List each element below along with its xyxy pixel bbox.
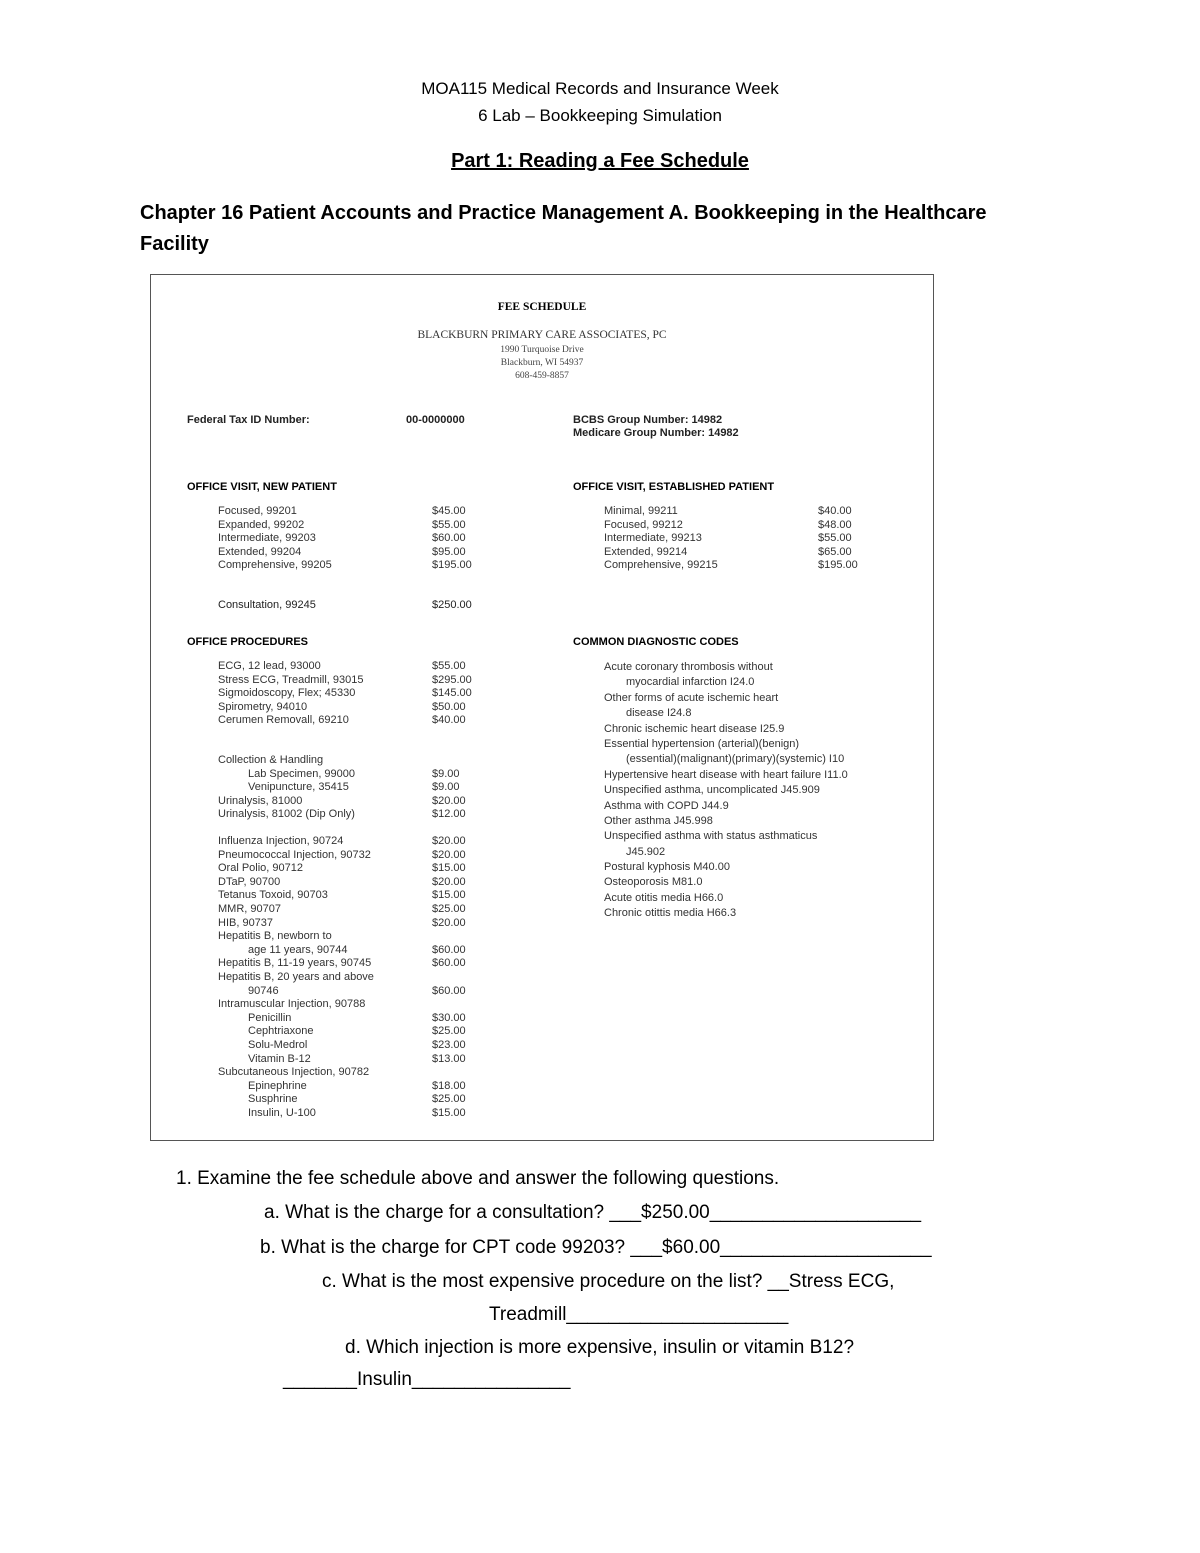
- list-item: Osteoporosis M81.0: [604, 876, 703, 889]
- part-title: Part 1: Reading a Fee Schedule: [451, 150, 749, 172]
- diagnostic-codes-list: [604, 660, 848, 922]
- list-item: Pneumococcal Injection, 90732: [218, 848, 371, 861]
- list-item: Hepatitis B, newborn to: [218, 930, 332, 943]
- list-item: Subcutaneous Injection, 90782: [218, 1066, 370, 1079]
- consultation-price: $250.00: [432, 599, 472, 611]
- list-item: Sigmoidoscopy, Flex; 45330: [218, 687, 356, 700]
- tax-id-label: Federal Tax ID Number:: [187, 414, 310, 426]
- list-item: $145.00: [432, 687, 472, 700]
- list-item: $195.00: [818, 559, 858, 572]
- list-item: HIB, 90737: [218, 916, 274, 929]
- list-item: $45.00: [432, 505, 466, 517]
- list-item: $65.00: [818, 545, 852, 558]
- list-item: Susphrine: [248, 1093, 298, 1106]
- list-item: Essential hypertension (arterial)(benign): [604, 737, 800, 750]
- list-item: $15.00: [432, 862, 466, 875]
- list-item: Other asthma J45.998: [604, 814, 713, 827]
- new-patient-heading: OFFICE VISIT, NEW PATIENT: [187, 481, 337, 493]
- fee-schedule-image: [150, 274, 934, 1141]
- consultation-label: Consultation, 99245: [218, 599, 316, 611]
- list-item: $95.00: [432, 545, 466, 558]
- question-c: c. What is the most expensive procedure on the list? __Stress ECG,: [322, 1271, 895, 1292]
- list-item: Oral Polio, 90712: [218, 862, 303, 875]
- list-item: disease I24.8: [626, 707, 692, 720]
- doc-title-line1: MOA115 Medical Records and Insurance Week: [421, 79, 779, 98]
- list-item: $12.00: [432, 808, 466, 821]
- list-item: Comprehensive, 99205: [218, 559, 332, 572]
- list-item: Extended, 99204: [218, 545, 302, 558]
- list-item: Intermediate, 99203: [218, 532, 316, 545]
- medicare-group-number: Medicare Group Number: 14982: [573, 427, 739, 439]
- list-item: [432, 1066, 466, 1080]
- list-item: Cerumen Removall, 69210: [218, 714, 349, 727]
- list-item: $195.00: [432, 559, 472, 572]
- list-item: Insulin, U-100: [248, 1106, 316, 1119]
- established-patient-items: [604, 505, 718, 573]
- list-item: Urinalysis, 81002 (Dip Only): [218, 808, 355, 821]
- list-item: Focused, 99201: [218, 505, 297, 517]
- chapter-line2: Facility: [140, 233, 209, 255]
- list-item: $13.00: [432, 1052, 466, 1065]
- list-item: Venipuncture, 35415: [248, 781, 349, 794]
- established-patient-heading: OFFICE VISIT, ESTABLISHED PATIENT: [573, 481, 775, 493]
- list-item: $25.00: [432, 1093, 466, 1106]
- list-item: $295.00: [432, 673, 472, 686]
- list-item: $9.00: [432, 781, 460, 794]
- list-item: $15.00: [432, 1106, 466, 1119]
- list-item: $55.00: [432, 518, 466, 531]
- procedures-group3-prices: [432, 835, 466, 1120]
- list-item: Unspecified asthma with status asthmaticus: [604, 830, 818, 843]
- practice-address-line: Blackburn, WI 54937: [500, 358, 584, 368]
- list-item: $50.00: [432, 700, 466, 713]
- list-item: Postural kyphosis M40.00: [604, 861, 730, 874]
- list-item: $55.00: [432, 660, 466, 672]
- list-item: Vitamin B-12: [248, 1052, 311, 1065]
- list-item: $60.00: [432, 984, 466, 997]
- list-item: $25.00: [432, 1025, 466, 1038]
- bcbs-group-number: BCBS Group Number: 14982: [573, 414, 723, 426]
- list-item: $20.00: [432, 794, 466, 807]
- question-d-answer: _______Insulin_______________: [283, 1369, 571, 1390]
- list-item: Epinephrine: [248, 1079, 307, 1092]
- list-item: $15.00: [432, 889, 466, 902]
- list-item: Lab Specimen, 99000: [248, 767, 356, 780]
- list-item: Intermediate, 99213: [604, 532, 702, 545]
- list-item: Acute coronary thrombosis without: [604, 661, 773, 673]
- list-item: $60.00: [432, 957, 466, 970]
- list-item: $25.00: [432, 902, 466, 915]
- procedures-group1-prices: [432, 660, 472, 728]
- new-patient-items: [218, 505, 332, 573]
- list-item: $9.00: [432, 767, 460, 780]
- new-patient-prices: [432, 505, 472, 573]
- list-item: $60.00: [432, 943, 466, 956]
- practice-address-line: 1990 Turquoise Drive: [500, 345, 584, 355]
- list-item: $18.00: [432, 1079, 466, 1092]
- list-item: [432, 998, 466, 1012]
- list-item: $20.00: [432, 835, 466, 847]
- list-item: (essential)(malignant)(primary)(systemic) I10: [626, 753, 845, 766]
- list-item: Urinalysis, 81000: [218, 794, 303, 807]
- list-item: $55.00: [818, 532, 852, 545]
- list-item: Collection & Handling: [218, 754, 324, 766]
- fee-schedule-title: FEE SCHEDULE: [497, 301, 587, 313]
- list-item: Chronic ischemic heart disease I25.9: [604, 722, 785, 735]
- list-item: [432, 971, 466, 985]
- list-item: $40.00: [818, 505, 852, 517]
- list-item: Tetanus Toxoid, 90703: [218, 889, 328, 902]
- established-patient-prices: [818, 505, 858, 573]
- question-c-continued: Treadmill_____________________: [489, 1304, 789, 1325]
- list-item: Chronic otittis media H66.3: [604, 907, 737, 920]
- list-item: MMR, 90707: [218, 902, 281, 915]
- list-item: Hypertensive heart disease with heart failure I11.0: [604, 768, 848, 781]
- list-item: Expanded, 99202: [218, 518, 305, 531]
- question-b: b. What is the charge for CPT code 99203? ___$60.00____________________: [260, 1237, 932, 1258]
- question-d: d. Which injection is more expensive, insulin or vitamin B12?: [345, 1337, 855, 1358]
- list-item: Spirometry, 94010: [218, 700, 308, 713]
- list-item: Stress ECG, Treadmill, 93015: [218, 673, 364, 686]
- list-item: Hepatitis B, 20 years and above: [218, 970, 374, 983]
- procedures-group2-prices: [432, 754, 466, 822]
- list-item: Hepatitis B, 11-19 years, 90745: [218, 957, 372, 970]
- list-item: $20.00: [432, 916, 466, 929]
- procedures-group3-items: [218, 835, 374, 1120]
- list-item: Asthma with COPD J44.9: [604, 799, 729, 812]
- list-item: $60.00: [432, 532, 466, 545]
- list-item: Other forms of acute ischemic heart: [604, 691, 779, 704]
- list-item: Acute otitis media H66.0: [604, 891, 724, 904]
- chapter-heading: [140, 198, 1040, 260]
- procedures-group2-items: [218, 754, 355, 822]
- tax-id-value: 00-0000000: [406, 414, 465, 426]
- list-item: [432, 930, 466, 944]
- list-item: $23.00: [432, 1038, 466, 1051]
- list-item: Cephtriaxone: [248, 1025, 314, 1038]
- list-item: Solu-Medrol: [248, 1038, 308, 1051]
- doc-title-line2: 6 Lab – Bookkeeping Simulation: [478, 106, 722, 125]
- list-item: ECG, 12 lead, 93000: [218, 660, 321, 672]
- procedures-group1-items: [218, 660, 364, 728]
- list-item: myocardial infarction I24.0: [626, 676, 755, 689]
- list-item: $30.00: [432, 1011, 466, 1024]
- list-item: Extended, 99214: [604, 545, 688, 558]
- diagnostic-codes-heading: COMMON DIAGNOSTIC CODES: [573, 636, 739, 648]
- list-item: Influenza Injection, 90724: [218, 835, 344, 847]
- list-item: [432, 754, 466, 768]
- list-item: $20.00: [432, 875, 466, 888]
- chapter-line1: Chapter 16 Patient Accounts and Practice Management A. Bookkeeping in the Healthcare: [140, 202, 987, 224]
- list-item: Focused, 99212: [604, 518, 683, 531]
- list-item: $48.00: [818, 518, 852, 531]
- list-item: DTaP, 90700: [218, 875, 281, 888]
- list-item: Minimal, 99211: [604, 505, 678, 517]
- list-item: $40.00: [432, 714, 466, 727]
- list-item: age 11 years, 90744: [248, 943, 348, 956]
- list-item: 90746: [248, 984, 279, 997]
- list-item: Intramuscular Injection, 90788: [218, 998, 366, 1011]
- list-item: Unspecified asthma, uncomplicated J45.909: [604, 784, 820, 797]
- list-item: Comprehensive, 99215: [604, 559, 718, 572]
- question-intro: 1. Examine the fee schedule above and answer the following questions.: [176, 1168, 780, 1189]
- list-item: $20.00: [432, 848, 466, 861]
- practice-phone: 608-459-8857: [515, 371, 569, 381]
- list-item: Penicillin: [248, 1011, 292, 1024]
- procedures-heading: OFFICE PROCEDURES: [187, 636, 309, 648]
- list-item: J45.902: [626, 845, 666, 858]
- practice-name: BLACKBURN PRIMARY CARE ASSOCIATES, PC: [417, 329, 667, 341]
- question-a: a. What is the charge for a consultation? ___$250.00____________________: [264, 1202, 922, 1223]
